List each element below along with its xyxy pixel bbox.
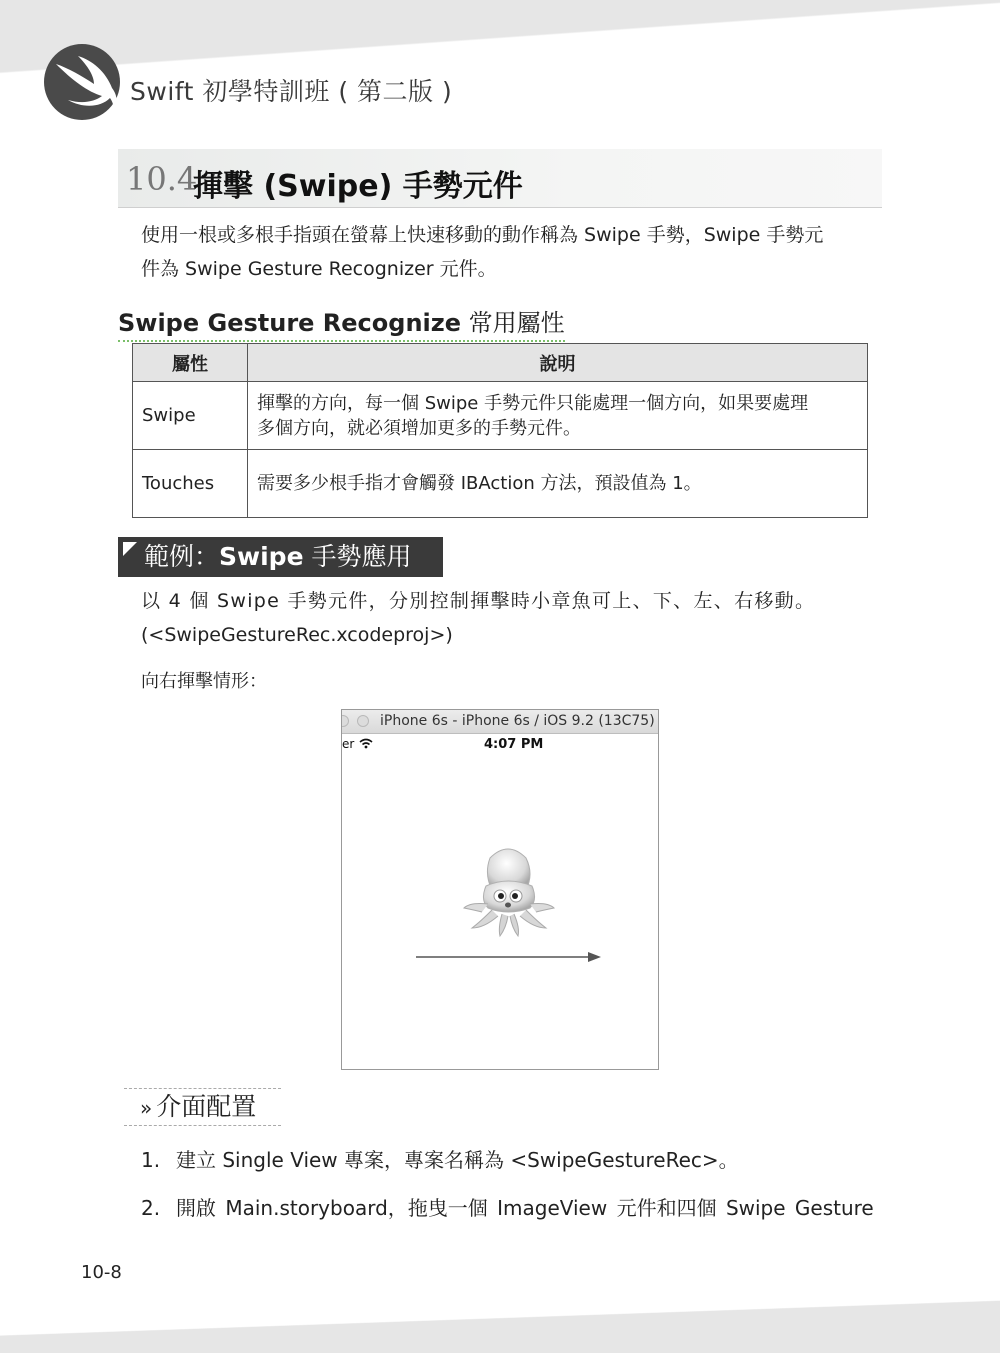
- window-control-icon[interactable]: [341, 715, 349, 727]
- simulator-window-title: iPhone 6s - iPhone 6s / iOS 9.2 (13C75): [380, 713, 655, 729]
- properties-heading-rest: 常用屬性: [461, 309, 565, 337]
- step-item: [141, 1144, 739, 1173]
- window-control-icon[interactable]: [357, 715, 369, 727]
- example-label: 範例：: [144, 542, 220, 571]
- table-row: [133, 450, 868, 518]
- simulator-screenshot: [341, 709, 659, 1070]
- table-header-property: 屬性: [133, 344, 248, 382]
- description-line: 多個方向，就必須增加更多的手勢元件。: [257, 417, 581, 439]
- table-header-row: [133, 344, 868, 382]
- wifi-icon: [359, 738, 373, 749]
- example-title-bold: Swipe: [219, 542, 304, 571]
- example-desc-line-1: 以 4 個 Swipe 手勢元件，分別控制揮擊時小章魚可上、下、左、右移動。: [141, 590, 816, 612]
- example-heading: [118, 537, 443, 577]
- simulator-titlebar: [342, 710, 658, 734]
- intro-line-1: 使用一根或多根手指頭在螢幕上快速移動的動作稱為 Swipe 手勢，Swipe 手勢元: [141, 224, 824, 246]
- corner-mark-icon: [123, 542, 137, 556]
- layout-heading: [124, 1088, 281, 1126]
- status-carrier: er: [342, 737, 355, 751]
- properties-heading: [118, 303, 565, 342]
- description-line: 揮擊的方向，每一個 Swipe 手勢元件只能處理一個方向，如果要處理: [257, 392, 809, 414]
- intro-paragraph: [141, 218, 823, 286]
- table-cell-description: [248, 382, 868, 450]
- footer-band: [0, 1300, 1000, 1353]
- example-caption: 向右揮擊情形：: [141, 671, 267, 692]
- step-text: 建立 Single View 專案，專案名稱為 <SwipeGestureRec>。: [176, 1148, 739, 1172]
- status-time: 4:07 PM: [484, 737, 544, 752]
- step-item: [141, 1192, 874, 1221]
- page-number: 10-8: [81, 1262, 122, 1283]
- step-number: 2.: [141, 1196, 161, 1220]
- book-title: Swift 初學特訓班 ( 第二版 ): [130, 77, 453, 106]
- table-row: [133, 382, 868, 450]
- section-number: 10.4: [126, 160, 198, 198]
- table-cell-property: Touches: [133, 450, 248, 518]
- properties-heading-bold: Swipe Gesture Recognize: [118, 309, 461, 337]
- table-cell-description: [248, 450, 868, 518]
- description-line: 需要多少根手指才會觸發 IBAction 方法，預設值為 1。: [257, 473, 702, 494]
- swift-bird-icon: [42, 42, 122, 122]
- properties-table: [132, 343, 868, 518]
- table-cell-property: Swipe: [133, 382, 248, 450]
- chevron-right-icon: »: [140, 1096, 153, 1120]
- octopus-icon: [460, 846, 558, 938]
- example-desc-line-2: (<SwipeGestureRec.xcodeproj>): [141, 624, 453, 646]
- layout-heading-title: 介面配置: [156, 1092, 257, 1121]
- section-title: 揮擊 (Swipe) 手勢元件: [193, 169, 523, 204]
- example-title-rest: 手勢應用: [303, 542, 412, 571]
- intro-line-2: 件為 Swipe Gesture Recognizer 元件。: [141, 258, 497, 280]
- step-text: 開啟 Main.storyboard，拖曳一個 ImageView 元件和四個 Swipe Gesture: [176, 1196, 874, 1220]
- right-arrow-icon: [414, 950, 604, 964]
- table-header-description: 說明: [248, 344, 868, 382]
- step-number: 1.: [141, 1148, 161, 1172]
